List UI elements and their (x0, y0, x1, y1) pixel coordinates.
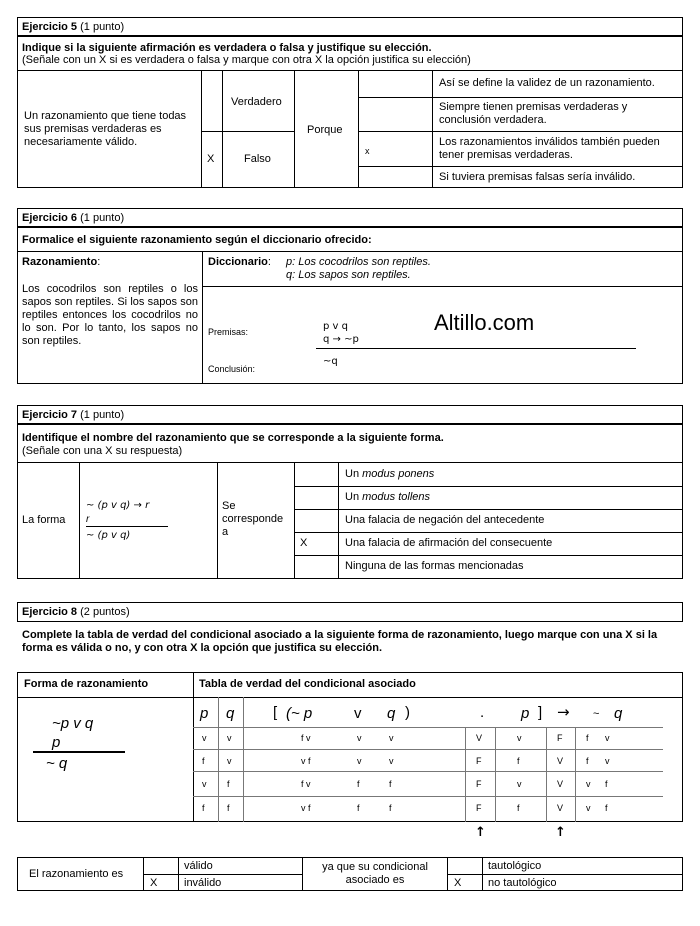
ej8-points: (2 puntos) (80, 606, 130, 618)
ej7-form-line-1: ~ (p v q) → r (86, 500, 150, 511)
ej8-tt-col-line (218, 697, 219, 822)
ej5-title-label: Ejercicio 5 (22, 21, 78, 33)
ej8-tabla-header: Tabla de verdad del condicional asociado (199, 678, 416, 690)
ej8-cell-q: f (227, 779, 230, 789)
ej8-el-razonamiento-es: El razonamiento es (29, 868, 124, 880)
ej8-tt-col-line (465, 727, 466, 822)
ej8-tt-row-line (193, 796, 663, 797)
ej8-cell-q1: v (389, 756, 394, 766)
ej8-head-q: q (226, 705, 235, 722)
ej7-option-prefix: Un (345, 491, 363, 503)
ej5-option: Si tuviera premisas falsas sería inválido. (439, 171, 636, 183)
ej8-cell-q2: f (605, 803, 608, 813)
ej8-cell-q1: f (389, 803, 392, 813)
ej5-col-line (358, 70, 359, 188)
ej8-tautologico-label: tautológico (488, 860, 542, 872)
ej8-cell-or: f (357, 779, 360, 789)
ej8-tt-col-line (243, 697, 244, 822)
ej5-points: (1 punto) (80, 21, 125, 33)
ej5-porque-label: Porque (307, 124, 343, 136)
ej7-instruction: Identifique el nombre del razonamiento que se corresponde a la siguiente forma. (22, 432, 444, 444)
ej7-option (345, 491, 430, 504)
ej7-col-line (217, 462, 218, 579)
ej8-tt-col-line (575, 727, 576, 822)
ej5-col-line (294, 70, 295, 188)
ej7-points: (1 punto) (80, 409, 125, 421)
ej7-note: (Señale con una X su respuesta) (22, 445, 183, 457)
ej8-cell-q2: f (605, 779, 608, 789)
ej7-option-prefix: Una falacia de negación del antecedente (345, 514, 545, 526)
ej7-form-line-2: r (86, 514, 90, 525)
ej7-option-em: modus ponens (362, 468, 435, 480)
ej7-se-corresponde: Se corresponde a (222, 500, 284, 538)
ej8-invalido-label: inválido (184, 877, 222, 889)
ej5-statement: Un razonamiento que tiene todas sus premisas verdaderas es necesariamente válido. (24, 110, 187, 148)
ej8-head-paren-close: ) (405, 704, 410, 721)
ej7-row-line (294, 486, 683, 487)
ej8-cell-q1: v (389, 733, 394, 743)
ej8-tt-row-line (193, 749, 663, 750)
ej8-cell-q1: f (389, 779, 392, 789)
ej8-cell-conj[interactable]: F (476, 803, 482, 813)
ej8-tt-head-line (193, 727, 663, 728)
ej8-cell-np: v f (301, 756, 311, 766)
ej5-row-line (358, 166, 683, 167)
ej5-col-line (222, 70, 223, 188)
ej7-option-prefix: Un (345, 468, 363, 480)
ej8-head-p2: p (521, 705, 530, 722)
ej6-conclusion-line (316, 348, 636, 349)
ej5-col-line (432, 70, 433, 188)
ej8-cell-nq: v (586, 803, 591, 813)
ej7-option (345, 537, 552, 550)
ej8-invalido-mark[interactable]: X (150, 877, 158, 889)
ej6-premisa-1: p v q (323, 321, 348, 332)
ej6-diccionario-label (208, 256, 271, 269)
ej8-cell-imp[interactable]: F (557, 733, 563, 743)
ej5-option-mark[interactable]: x (365, 146, 370, 156)
ej8-head-dot: . (480, 704, 485, 721)
ej8-form-line-3: ~ q (46, 755, 68, 772)
ej6-diccionario-colon: : (267, 256, 271, 268)
ej8-answer-col (302, 857, 303, 891)
ej8-cell-imp[interactable]: V (557, 779, 564, 789)
ej5-instruction: Indique si la siguiente afirmación es verdadera o falsa y justifique su elección. (22, 42, 432, 54)
ej6-premisa-2: q → ~p (323, 334, 359, 345)
ej5-verdadero-label: Verdadero (231, 96, 282, 108)
watermark: Altillo.com (434, 310, 535, 335)
ej8-cell-p: f (202, 756, 205, 766)
ej6-dict-p: p: Los cocodrilos son reptiles. (286, 256, 431, 268)
ej7-form-line-3: ~ (p v q) (86, 530, 131, 541)
ej8-cell-p2: f (517, 803, 520, 813)
ej8-title-label: Ejercicio 8 (22, 606, 78, 618)
ej8-cell-p: v (202, 779, 207, 789)
ej8-no-tautologico-label: no tautológico (488, 877, 557, 889)
ej8-form-conclusion-line (33, 751, 125, 753)
ej8-cell-conj[interactable]: V (476, 733, 483, 743)
arrow-up-icon: ↑ (475, 825, 486, 840)
ej5-col-line (201, 70, 202, 188)
ej8-head-rbracket: ] (538, 704, 543, 721)
ej8-form-line-1: ~p v q (52, 715, 94, 732)
ej8-cell-nq: f (586, 733, 589, 743)
ej8-cell-np: v f (301, 803, 311, 813)
ej8-answer-row-line (447, 874, 683, 875)
ej7-col-line (294, 462, 295, 579)
ej7-title-label: Ejercicio 7 (22, 409, 78, 421)
ej6-col-line (202, 251, 203, 384)
ej7-option-mark[interactable]: X (300, 537, 308, 549)
ej6-row-line (202, 286, 683, 287)
ej8-cell-p: v (202, 733, 207, 743)
ej5-option: Así se define la validez de un razonamiento. (439, 77, 655, 89)
ej8-cell-conj[interactable]: F (476, 779, 482, 789)
ej7-col-line (79, 462, 80, 579)
ej5-title (22, 21, 124, 34)
ej6-diccionario-heading: Diccionario (208, 256, 268, 268)
ej7-option-prefix: Ninguna de las formas mencionadas (345, 560, 524, 572)
ej8-cell-or: f (357, 803, 360, 813)
ej7-row-line (294, 532, 683, 533)
ej6-dict-q: q: Los sapos son reptiles. (286, 269, 411, 281)
ej8-cell-p: f (202, 803, 205, 813)
ej8-cell-nq: v (586, 779, 591, 789)
ej8-head-q3: q (614, 705, 623, 722)
ej6-title (22, 212, 124, 225)
ej6-razonamiento-label (22, 256, 100, 269)
ej7-option-prefix: Una falacia de afirmación del consecuente (345, 537, 553, 549)
ej8-tt-col-line (546, 727, 547, 822)
ej7-form-line (86, 526, 168, 527)
ej6-conclusion: ~q (323, 356, 338, 367)
ej8-table-box (17, 672, 683, 822)
ej8-form-line-2: p (52, 734, 61, 751)
ej7-option-em: modus tollens (362, 491, 430, 503)
ej8-col-line (193, 672, 194, 822)
ej8-head-lbracket: [ (273, 704, 278, 721)
ej8-cell-conj[interactable]: F (476, 756, 482, 766)
ej6-title-label: Ejercicio 6 (22, 212, 78, 224)
ej8-head-q2: q (387, 705, 396, 722)
ej8-cell-imp[interactable]: V (557, 756, 564, 766)
ej5-falso-label: Falso (244, 153, 271, 165)
ej8-head-p: p (200, 705, 209, 722)
ej7-option (345, 560, 524, 573)
ej8-cell-p2: v (517, 733, 522, 743)
ej8-no-taut-mark[interactable]: X (454, 877, 462, 889)
ej8-cell-p2: f (517, 756, 520, 766)
ej7-title (22, 409, 124, 422)
ej6-razonamiento-heading: Razonamiento (22, 256, 98, 268)
ej8-head-or: v (354, 705, 362, 722)
ej5-row-line (358, 131, 683, 132)
ej5-falso-mark[interactable]: X (207, 153, 215, 165)
ej8-cell-q: v (227, 756, 232, 766)
ej8-head-paren-open: (~ p (286, 705, 313, 722)
ej8-cell-p2: v (517, 779, 522, 789)
ej8-cell-q2: v (605, 733, 610, 743)
ej8-instruction: Complete la tabla de verdad del condicional asociado a la siguiente forma de razonamiento, luego marque con una X si la forma es válida o no, y con otra X la opción que justifica su elección. (22, 629, 658, 654)
ej7-row-line (294, 509, 683, 510)
ej8-tt-row-line (193, 771, 663, 772)
ej6-razonamiento-text: Los cocodrilos son reptiles o los sapos son reptiles. Si los sapos son reptiles entonces los cocodrilos no lo son. Por lo tanto, los sapos no son reptiles. (22, 283, 198, 347)
ej6-razonamiento-colon: : (97, 256, 101, 268)
ej7-table-top (17, 462, 683, 463)
ej8-cell-np: f v (301, 733, 311, 743)
ej6-instruction: Formalice el siguiente razonamiento según el diccionario ofrecido: (22, 234, 372, 246)
ej6-table-top (17, 251, 683, 252)
ej6-premisas-label: Premisas: (208, 327, 249, 337)
ej8-cell-q: v (227, 733, 232, 743)
ej5-table-top (17, 70, 683, 71)
ej8-answer-row-line (143, 874, 302, 875)
ej8-valido-label: válido (184, 860, 213, 872)
ej7-col-line (338, 462, 339, 579)
ej8-cell-q: f (227, 803, 230, 813)
arrow-up-icon: ↑ (555, 825, 566, 840)
ej8-cell-np: f v (301, 779, 311, 789)
ej8-header-line (17, 697, 683, 698)
ej6-points: (1 punto) (80, 212, 125, 224)
ej8-cell-or: v (357, 733, 362, 743)
ej7-option (345, 514, 544, 527)
ej8-title (22, 606, 130, 619)
ej5-note: (Señale con un X si es verdadera o falsa y marque con otra X la opción justifica su elección) (22, 54, 471, 66)
ej8-head-arrow: → (557, 703, 570, 721)
ej8-tt-col-line (495, 727, 496, 822)
ej8-cell-q2: v (605, 756, 610, 766)
ej6-conclusion-label: Conclusión: (208, 364, 256, 374)
ej5-option: Los razonamientos inválidos también pueden tener premisas verdaderas. (439, 136, 660, 161)
ej8-cell-or: v (357, 756, 362, 766)
ej7-option (345, 468, 434, 481)
ej8-cell-imp[interactable]: V (557, 803, 564, 813)
ej7-la-forma: La forma (22, 514, 66, 526)
ej8-forma-header: Forma de razonamiento (24, 678, 149, 690)
ej7-row-line (294, 555, 683, 556)
ej8-cell-nq: f (586, 756, 589, 766)
ej8-head-neg: ~ (593, 708, 600, 720)
ej8-ya-que: ya que su condicional asociado es (322, 861, 428, 886)
ej5-row-line (358, 97, 683, 98)
ej5-option: Siempre tienen premisas verdaderas y conclusión verdadera. (439, 101, 628, 126)
ej5-row-line (201, 131, 294, 132)
